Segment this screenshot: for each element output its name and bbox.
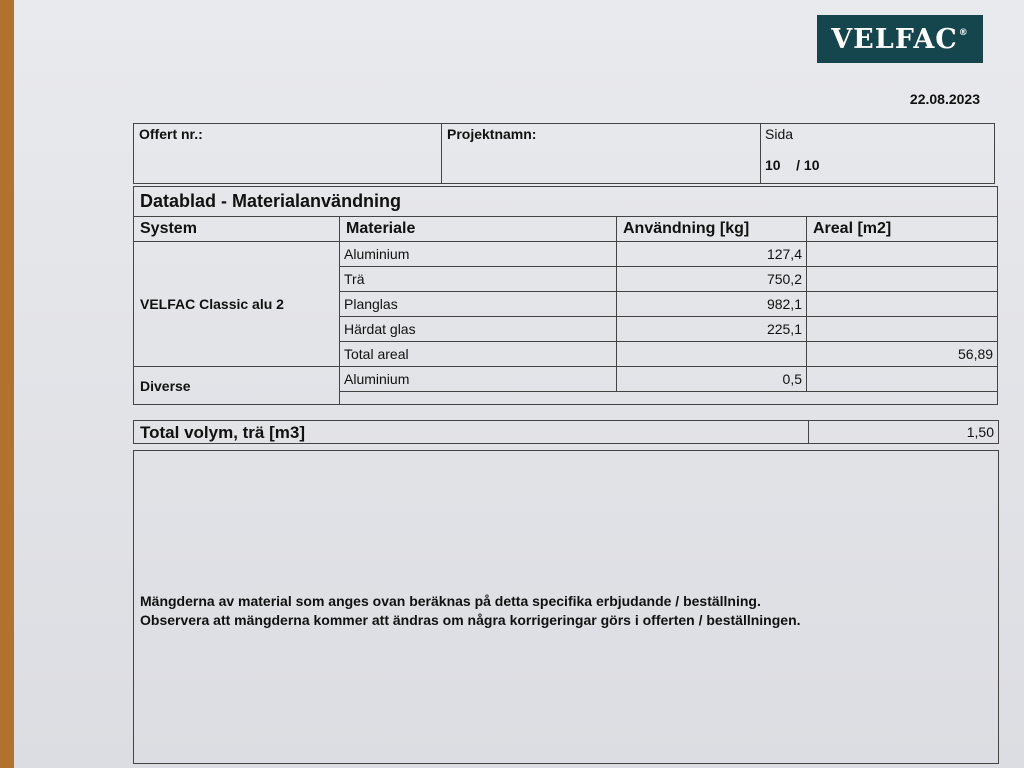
total-volume-label: Total volym, trä [m3] (140, 423, 305, 442)
usage-cell: 0,5 (617, 367, 807, 392)
area-cell (807, 242, 998, 267)
notes-box (133, 450, 999, 764)
column-header-material: Materiale (340, 217, 617, 242)
material-cell: Aluminium (340, 242, 617, 267)
area-cell (807, 267, 998, 292)
velfac-logo (817, 15, 983, 63)
sida-total: 10 (803, 157, 820, 173)
usage-cell (617, 342, 807, 367)
total-volume-row (133, 420, 999, 444)
material-cell: Planglas (340, 292, 617, 317)
column-header-area: Areal [m2] (807, 217, 998, 242)
system-cell: Diverse (134, 367, 340, 405)
usage-cell: 982,1 (617, 292, 807, 317)
volume-divider (808, 421, 809, 443)
note-line: Observera att mängderna kommer att ändras om några korrigeringar görs i offerten / beställningen. (140, 612, 801, 628)
column-header-usage: Användning [kg] (617, 217, 807, 242)
material-table (133, 186, 998, 405)
area-cell: 56,89 (807, 342, 998, 367)
header-divider (760, 124, 761, 183)
sida-separator: / (796, 157, 801, 173)
material-cell: Trä (340, 267, 617, 292)
header-box (133, 123, 995, 184)
usage-cell: 127,4 (617, 242, 807, 267)
usage-cell: 225,1 (617, 317, 807, 342)
projekt-label: Projektnamn: (447, 126, 537, 142)
column-header-system: System (134, 217, 340, 242)
system-cell: VELFAC Classic alu 2 (134, 242, 340, 367)
note-line: Mängderna av material som anges ovan beräknas på detta specifika erbjudande / beställning. (140, 593, 761, 609)
area-cell (807, 367, 998, 392)
table-row (134, 367, 998, 392)
registered-mark: ® (958, 28, 969, 38)
area-cell (807, 317, 998, 342)
logo-text: VELFAC (831, 23, 958, 55)
header-divider (441, 124, 442, 183)
empty-cell (340, 392, 998, 405)
table-title: Datablad - Materialanvändning (134, 187, 998, 217)
document-date: 22.08.2023 (909, 91, 980, 107)
sida-label: Sida (765, 126, 794, 142)
sida-current: 10 (765, 157, 781, 173)
area-cell (807, 292, 998, 317)
table-row (134, 242, 998, 267)
offert-label: Offert nr.: (139, 126, 203, 142)
material-cell: Aluminium (340, 367, 617, 392)
total-volume-value: 1,50 (966, 424, 994, 440)
material-cell: Total areal (340, 342, 617, 367)
material-cell: Härdat glas (340, 317, 617, 342)
usage-cell: 750,2 (617, 267, 807, 292)
page-number (765, 157, 820, 173)
